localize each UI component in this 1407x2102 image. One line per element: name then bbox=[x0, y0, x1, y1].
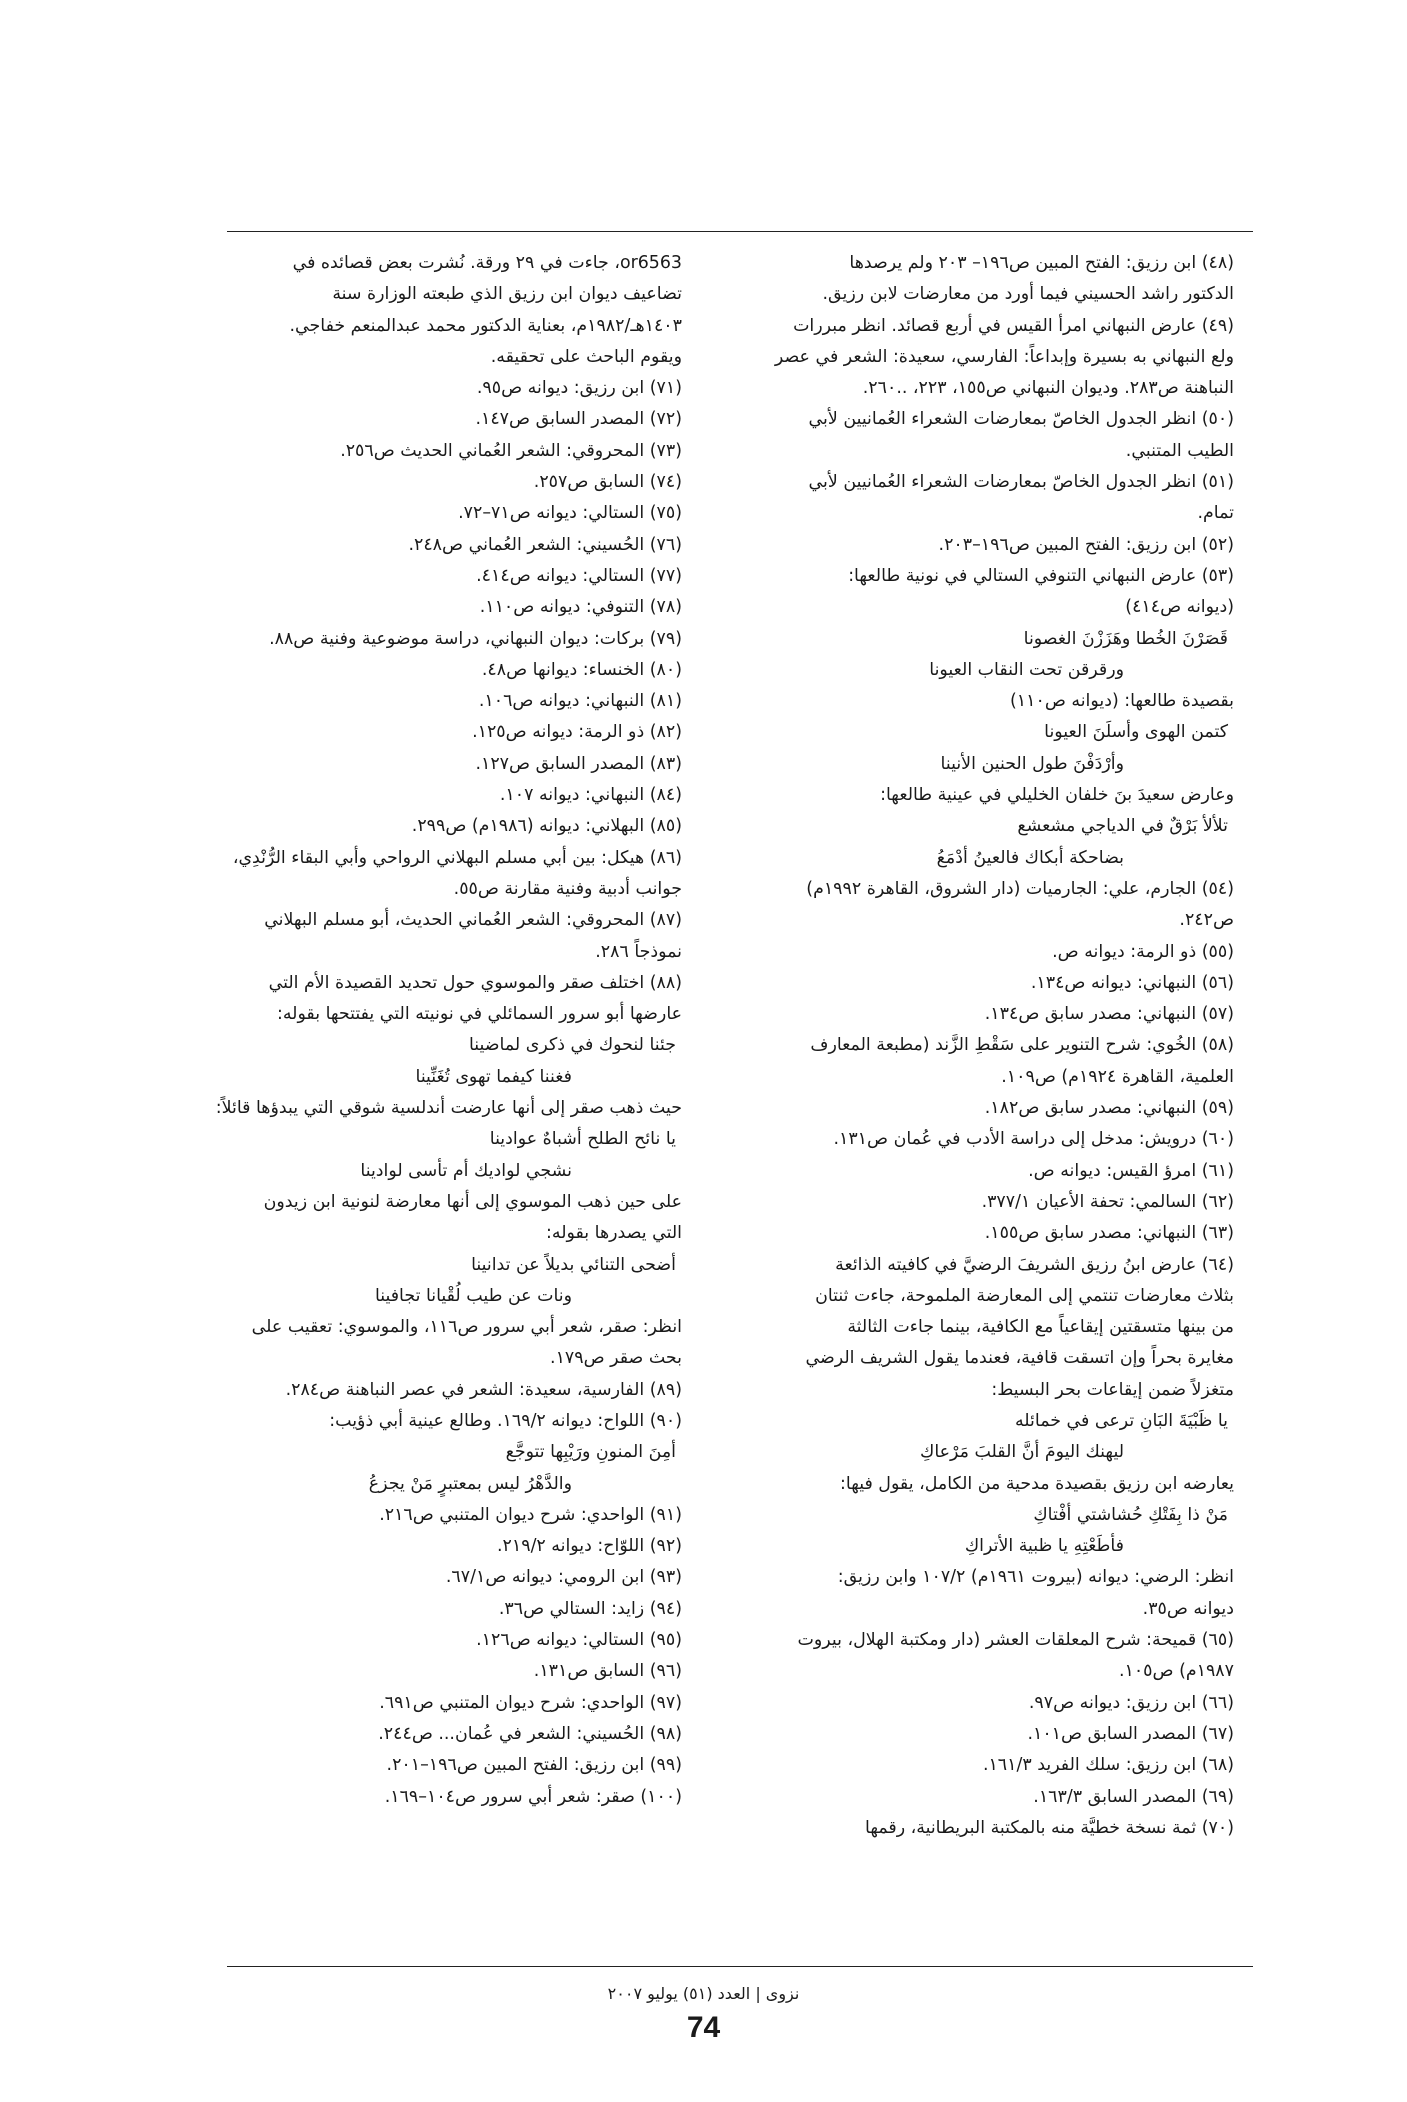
note-line: (٩٠) اللواح: ديوانه ١٦٩/٢. وطالع عينية أبي ذؤيب: bbox=[329, 1410, 682, 1431]
note-line: (٨٦) هيكل: بين أبي مسلم البهلاني الرواحي وأبي البقاء الرُّنْدِي، bbox=[232, 847, 682, 868]
endnotes-left-column bbox=[170, 248, 682, 1898]
note-line: تمام. bbox=[1197, 503, 1234, 524]
note-line: نموذجاً ٢٨٦. bbox=[595, 941, 682, 962]
note-line: (٧٠) ثمة نسخة خطيَّة منه بالمكتبة البريطانية، رقمها bbox=[865, 1817, 1234, 1838]
verse-second-hemistich: فأطَعْتِهِ يا ظبية الأتراكِ bbox=[964, 1536, 1124, 1557]
verse-first-hemistich: أمِنَ المنونِ ورَيْبِها تتوجَّع bbox=[505, 1442, 676, 1463]
note-line: (٩٣) ابن الرومي: ديوانه ص٦٧/١. bbox=[445, 1567, 682, 1588]
verse-second-hemistich: نشجي لواديك أم تأسى لوادينا bbox=[360, 1160, 572, 1181]
note-line: وعارض سعيدَ بنَ خلفان الخليلي في عينية طالعها: bbox=[880, 785, 1234, 806]
note-line: انظر: صقر، شعر أبي سرور ص١١٦، والموسوي: تعقيب على bbox=[251, 1317, 682, 1338]
note-line: بحث صقر ص١٧٩. bbox=[550, 1348, 682, 1369]
note-line: (٦١) امرؤ القيس: ديوانه ص. bbox=[1028, 1160, 1234, 1181]
note-line: على حين ذهب الموسوي إلى أنها معارضة لنونية ابن زيدون bbox=[263, 1191, 682, 1212]
verse-second-hemistich: ونات عن طيب لُقْيانا تجافينا bbox=[374, 1285, 572, 1306]
note-line: الطيب المتنبي. bbox=[1125, 440, 1234, 461]
note-line: (٧٤) السابق ص٢٥٧. bbox=[533, 472, 682, 493]
note-line: (٦٩) المصدر السابق ١٦٣/٣. bbox=[1033, 1786, 1234, 1807]
note-line: ويقوم الباحث على تحقيقه. bbox=[490, 346, 682, 367]
note-line: (٥٦) النبهاني: ديوانه ص١٣٤. bbox=[1030, 972, 1234, 993]
note-line: (٥٤) الجارم، علي: الجارميات (دار الشروق، القاهرة ١٩٩٢م) bbox=[806, 878, 1234, 899]
verse-second-hemistich: بضاحكة أبكاك فالعينُ أدْمَعُ bbox=[936, 847, 1124, 868]
note-line: (٤٨) ابن رزيق: الفتح المبين ص١٩٦– ٢٠٣ ولم يرصدها bbox=[849, 253, 1234, 273]
note-line: (٧٩) بركات: ديوان النبهاني، دراسة موضوعية وفنية ص٨٨. bbox=[269, 628, 682, 649]
note-line: ص٢٤٢. bbox=[1179, 910, 1234, 931]
verse-first-hemistich: قَصَرْنَ الخُطا وهَزَزْنَ الغصونا bbox=[1023, 628, 1228, 649]
note-line: (٩٩) ابن رزيق: الفتح المبين ص١٩٦–٢٠١. bbox=[386, 1755, 682, 1776]
note-line: (٥٣) عارض النبهاني التنوفي الستالي في نونية طالعها: bbox=[848, 565, 1234, 586]
note-line: ١٤٠٣هـ/١٩٨٢م، بعناية الدكتور محمد عبدالمنعم خفاجي. bbox=[289, 315, 682, 336]
note-line: (٧٢) المصدر السابق ص١٤٧. bbox=[475, 409, 682, 430]
note-line: (٥٢) ابن رزيق: الفتح المبين ص١٩٦–٢٠٣. bbox=[938, 534, 1234, 555]
note-line: بثلاث معارضات تنتمي إلى المعارضة الملموحة، جاءت ثنتان bbox=[815, 1285, 1234, 1306]
note-line: (٦٧) المصدر السابق ص١٠١. bbox=[1027, 1723, 1234, 1744]
note-line: (٩٦) السابق ص١٣١. bbox=[533, 1661, 682, 1682]
verse-first-hemistich: تلألأ بَرْقٌ في الدياجي مشعشع bbox=[1017, 816, 1228, 837]
note-line: (٥٠) انظر الجدول الخاصّ بمعارضات الشعراء العُمانيين لأبي bbox=[808, 409, 1234, 430]
note-line: متغزلاً ضمن إيقاعات بحر البسيط: bbox=[991, 1379, 1234, 1400]
note-line: (ديوانه ص٤١٤) bbox=[1125, 597, 1234, 618]
verse-first-hemistich: مَنْ ذا بِفَتْكِ حُشاشتي أفْتاكِ bbox=[1033, 1504, 1228, 1525]
note-line: مغايرة بحراً وإن اتسقت قافية، فعندما يقول الشريف الرضي bbox=[805, 1348, 1234, 1369]
note-line: (٦٨) ابن رزيق: سلك الفريد ١٦١/٣. bbox=[982, 1755, 1234, 1776]
note-line: التي يصدرها بقوله: bbox=[546, 1223, 682, 1244]
note-line: (٦٦) ابن رزيق: ديوانه ص٩٧. bbox=[1028, 1692, 1234, 1713]
verse-second-hemistich: ورقرقن تحت النقاب العيونا bbox=[929, 659, 1124, 680]
note-line: العلمية، القاهرة ١٩٢٤م) ص١٠٩. bbox=[1001, 1066, 1234, 1087]
note-line: حيث ذهب صقر إلى أنها عارضت أندلسية شوقي التي يبدؤها قائلاً: bbox=[215, 1098, 682, 1119]
verse-second-hemistich: ليهنك اليومَ أنَّ القلبَ مَرْعاكِ bbox=[920, 1442, 1124, 1463]
note-line: (٥٧) النبهاني: مصدر سابق ص١٣٤. bbox=[984, 1004, 1234, 1025]
note-line: (٨٤) النبهاني: ديوانه ١٠٧. bbox=[499, 785, 682, 806]
note-line: تضاعيف ديوان ابن رزيق الذي طبعته الوزارة سنة bbox=[332, 284, 682, 305]
note-line: (٨٢) ذو الرمة: ديوانه ص١٢٥. bbox=[472, 722, 682, 743]
note-line: (٧٣) المحروقي: الشعر العُماني الحديث ص٢٥٦. bbox=[340, 440, 682, 461]
note-line: (٦٤) عارض ابنُ رزيق الشريفَ الرضيَّ في كافيته الذائعة bbox=[835, 1254, 1234, 1275]
verse-first-hemistich: يا ظَبْيَةَ البَانِ ترعى في خمائله bbox=[1014, 1410, 1228, 1431]
note-line: (٦٥) قميحة: شرح المعلقات العشر (دار ومكتبة الهلال، بيروت bbox=[797, 1630, 1234, 1651]
note-line: (٨٩) الفارسية، سعيدة: الشعر في عصر النباهنة ص٢٨٤. bbox=[285, 1379, 682, 1400]
note-line: (٧٨) التنوفي: ديوانه ص١١٠. bbox=[479, 597, 682, 618]
note-line: (٩١) الواحدي: شرح ديوان المتنبي ص٢١٦. bbox=[379, 1504, 682, 1525]
note-line: (٥٨) الخُوي: شرح التنوير على سَقْطِ الزَّند (مطبعة المعارف bbox=[810, 1035, 1234, 1056]
note-line: من بينها متسقتين إيقاعياً مع الكافية، بينما جاءت الثالثة bbox=[847, 1317, 1234, 1338]
note-line: (٩٨) الحُسيني: الشعر في عُمان... ص٢٤٤. bbox=[378, 1723, 682, 1744]
page-number: 74 bbox=[686, 2011, 721, 2044]
note-line: (٩٢) اللوّاح: ديوانه ٢١٩/٢. bbox=[497, 1536, 682, 1557]
verse-first-hemistich: أضحى التنائي بديلاً عن تدانينا bbox=[471, 1254, 676, 1275]
note-line: (٤٩) عارض النبهاني امرأ القيس في أربع قصائد. انظر مبررات bbox=[793, 315, 1234, 336]
note-line: انظر: الرضي: ديوانه (بيروت ١٩٦١م) ١٠٧/٢ وابن رزيق: bbox=[837, 1567, 1234, 1588]
note-line: (١٠٠) صقر: شعر أبي سرور ص١٠٤–١٦٩. bbox=[384, 1786, 682, 1807]
note-line: (٨٧) المحروقي: الشعر العُماني الحديث، أبو مسلم البهلاني bbox=[264, 910, 682, 931]
endnotes-right-column bbox=[722, 248, 1234, 1898]
note-line: جوانب أدبية وفنية مقارنة ص٥٥. bbox=[453, 878, 682, 899]
note-line: النباهنة ص٢٨٣. وديوان النبهاني ص١٥٥، ٢٢٣، ..٢٦٠. bbox=[862, 378, 1234, 399]
running-footer: نزوى | العدد (٥١) يوليو ٢٠٠٧ bbox=[607, 1984, 800, 2003]
note-line: (٧٧) الستالي: ديوانه ص٤١٤. bbox=[476, 565, 682, 586]
verse-second-hemistich: فغننا كيفما تهوى تُغَنِّينا bbox=[415, 1066, 572, 1087]
note-line: (٦٠) درويش: مدخل إلى دراسة الأدب في عُمان ص١٣١. bbox=[833, 1129, 1234, 1150]
verse-second-hemistich: والدَّهْرُ ليس بمعتبرٍ مَنْ يجزعُ bbox=[368, 1473, 572, 1494]
note-line: ١٩٨٧م) ص١٠٥. bbox=[1118, 1661, 1234, 1682]
note-line: (٩٥) الستالي: ديوانه ص١٢٦. bbox=[476, 1630, 682, 1651]
note-line: (٩٤) زايد: الستالي ص٣٦. bbox=[498, 1598, 682, 1619]
note-line: (٧٦) الحُسيني: الشعر العُماني ص٢٤٨. bbox=[408, 534, 682, 555]
note-line: (٩٧) الواحدي: شرح ديوان المتنبي ص٦٩١. bbox=[379, 1692, 682, 1713]
bottom-rule bbox=[227, 1966, 1253, 1967]
note-line: (٨٥) البهلاني: ديوانه (١٩٨٦م) ص٢٩٩. bbox=[411, 816, 682, 837]
top-rule bbox=[227, 231, 1253, 232]
verse-second-hemistich: وأرْدَفْنَ طول الحنين الأنينا bbox=[940, 753, 1124, 774]
note-line: (٧١) ابن رزيق: ديوانه ص٩٥. bbox=[476, 378, 682, 399]
verse-first-hemistich: كتمن الهوى وأسلَنَ العيونا bbox=[1044, 722, 1228, 743]
note-line: (٨١) النبهاني: ديوانه ص١٠٦. bbox=[478, 691, 682, 712]
note-line: بقصيدة طالعها: (ديوانه ص١١٠) bbox=[1010, 691, 1234, 712]
note-line: or6563، جاءت في ٢٩ ورقة. نُشرت بعض قصائده في bbox=[292, 253, 682, 273]
verse-first-hemistich: يا نائح الطلح أشباهٌ عوادينا bbox=[489, 1129, 676, 1150]
note-line: (٧٥) الستالي: ديوانه ص٧١–٧٢. bbox=[458, 503, 682, 524]
note-line: عارضها أبو سرور السمائلي في نونيته التي يفتتحها بقوله: bbox=[276, 1004, 682, 1025]
note-line: يعارضه ابن رزيق بقصيدة مدحية من الكامل، يقول فيها: bbox=[840, 1473, 1234, 1494]
note-line: (٦٣) النبهاني: مصدر سابق ص١٥٥. bbox=[984, 1223, 1234, 1244]
note-line: الدكتور راشد الحسيني فيما أورد من معارضات لابن رزيق. bbox=[822, 284, 1234, 305]
note-line: ولع النبهاني به بسيرة وإبداعاً: الفارسي، سعيدة: الشعر في عصر bbox=[774, 346, 1234, 367]
note-line: (٥٩) النبهاني: مصدر سابق ص١٨٢. bbox=[984, 1098, 1234, 1119]
note-line: (٦٢) السالمي: تحفة الأعيان ٣٧٧/١. bbox=[981, 1191, 1234, 1212]
note-line: (٨٨) اختلف صقر والموسوي حول تحديد القصيدة الأم التي bbox=[268, 972, 682, 993]
note-line: (٨٠) الخنساء: ديوانها ص٤٨. bbox=[481, 659, 682, 680]
note-line: (٨٣) المصدر السابق ص١٢٧. bbox=[475, 753, 682, 774]
note-line: (٥١) انظر الجدول الخاصّ بمعارضات الشعراء العُمانيين لأبي bbox=[808, 472, 1234, 493]
note-line: (٥٥) ذو الرمة: ديوانه ص. bbox=[1052, 941, 1234, 962]
note-line: ديوانه ص٣٥. bbox=[1142, 1598, 1234, 1619]
verse-first-hemistich: جئنا لنحوك في ذكرى لماضينا bbox=[469, 1035, 676, 1056]
